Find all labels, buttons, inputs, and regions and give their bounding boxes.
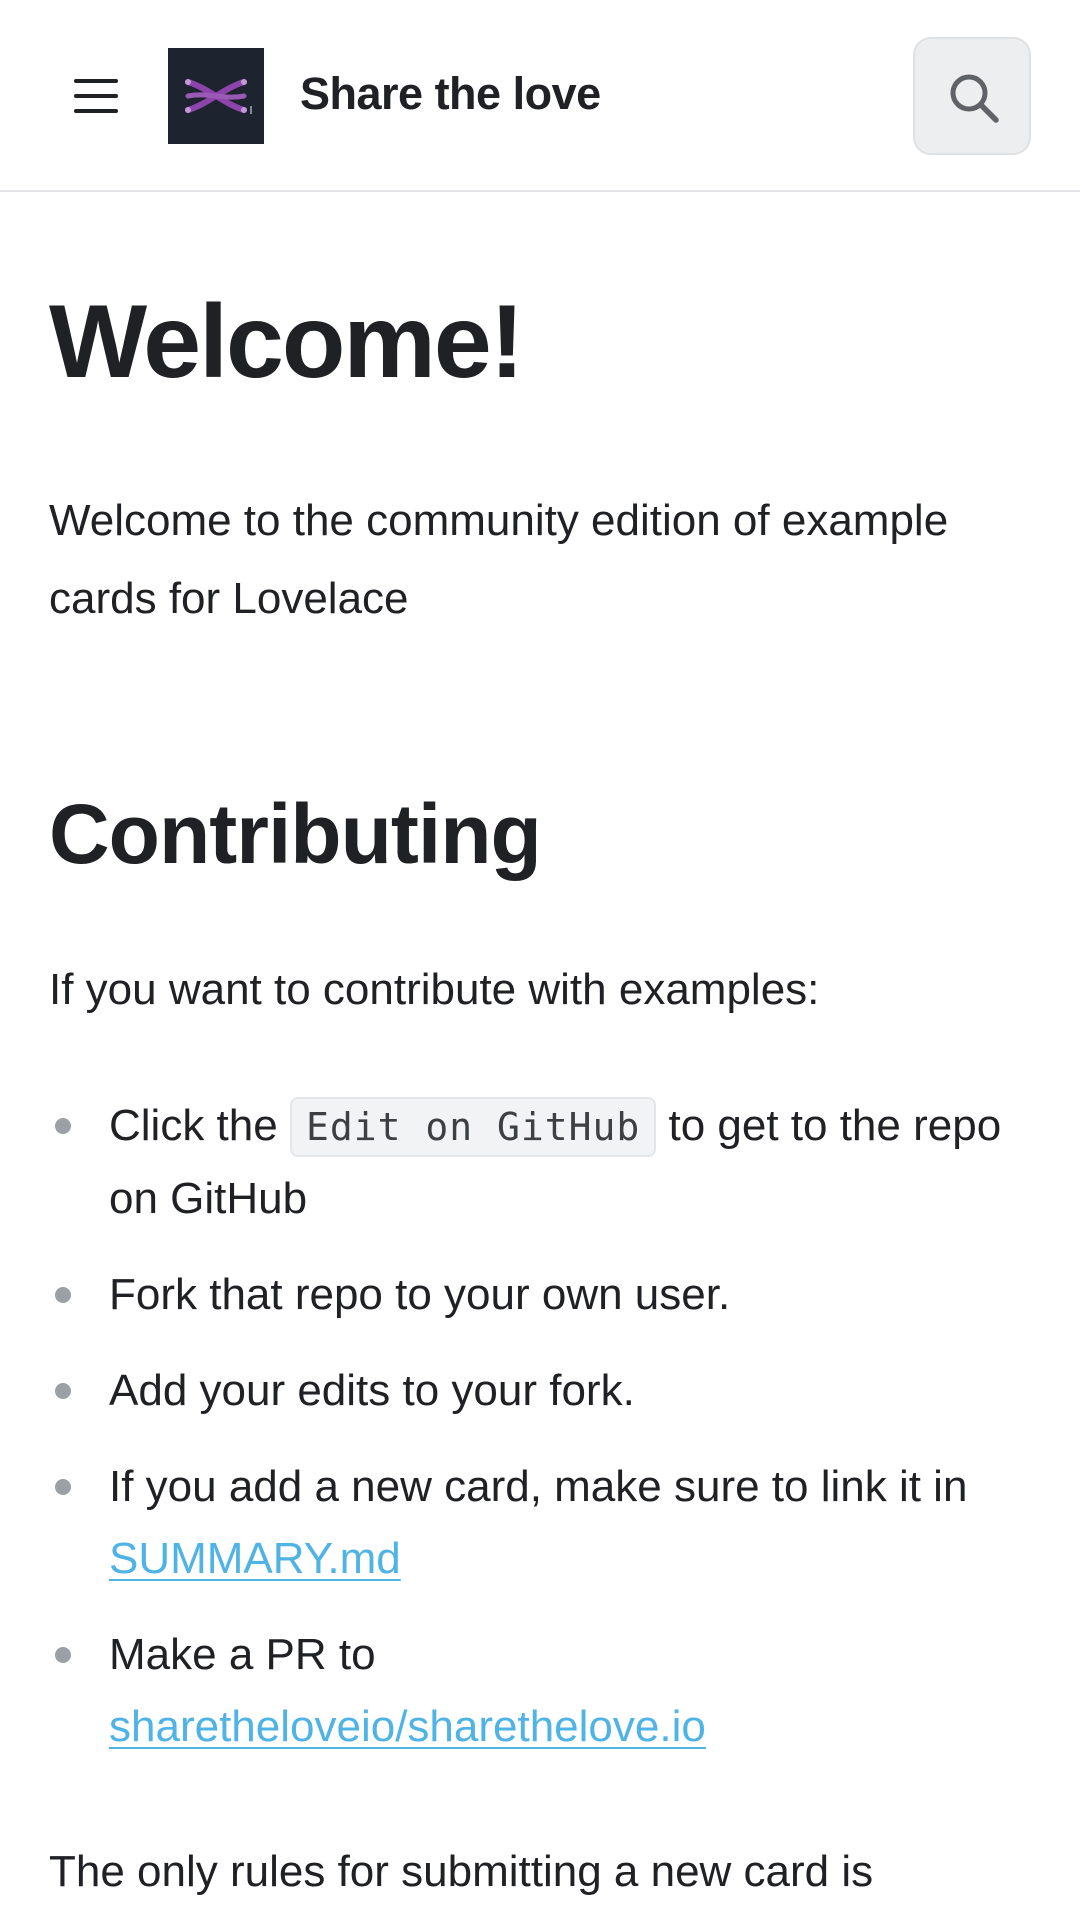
bullet — [55, 1383, 71, 1399]
step-text: to get to the repo on GitHub — [109, 1101, 1002, 1223]
bullet — [55, 1287, 71, 1303]
menu-line — [74, 94, 118, 98]
step-text: Make a PR to — [109, 1630, 376, 1679]
list-item — [49, 1619, 1029, 1763]
bullet — [55, 1118, 71, 1134]
intro-paragraph: Welcome to the community edition of example cards for Lovelace — [49, 496, 949, 623]
site-title[interactable]: Share the love — [300, 68, 601, 119]
contribute-lead: If you want to contribute with examples: — [49, 965, 820, 1014]
step-text: If you add a new card, make sure to link it in — [109, 1462, 968, 1511]
bullet — [55, 1479, 71, 1495]
search-button[interactable] — [913, 37, 1031, 155]
top-app-bar — [0, 0, 1080, 192]
page-title: Welcome! — [49, 284, 523, 400]
inline-code: Edit on GitHub — [290, 1097, 656, 1157]
list-item — [49, 1355, 1029, 1427]
repo-link[interactable]: sharetheloveio/sharethelove.io — [109, 1702, 706, 1751]
search-icon — [946, 70, 1002, 126]
rules-paragraph: The only rules for submitting a new card is — [49, 1847, 874, 1896]
menu-line — [74, 79, 118, 83]
list-item — [49, 1451, 1029, 1595]
menu-line — [74, 109, 118, 113]
list-item — [49, 1090, 1029, 1235]
step-text: Click the — [109, 1101, 290, 1150]
bullet — [55, 1647, 71, 1663]
step-text: Add your edits to your fork. — [109, 1366, 635, 1415]
summary-md-link[interactable]: SUMMARY.md — [109, 1534, 401, 1583]
hamburger-menu-icon[interactable] — [62, 62, 132, 130]
list-item — [49, 1259, 1029, 1331]
site-logo[interactable] — [168, 48, 264, 144]
contribution-steps-list — [49, 1090, 1029, 1787]
section-heading-contributing: Contributing — [49, 787, 541, 881]
step-text: Fork that repo to your own user. — [109, 1270, 731, 1319]
